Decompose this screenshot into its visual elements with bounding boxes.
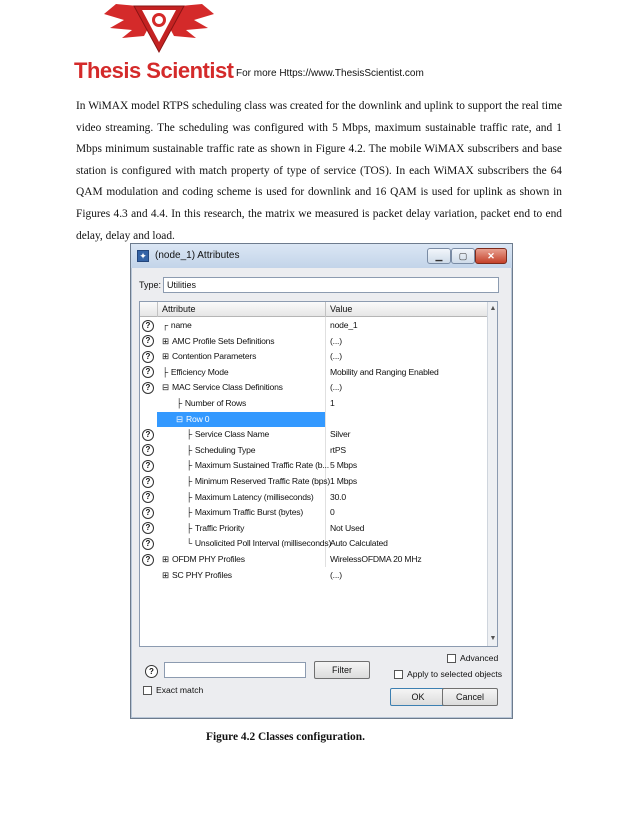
app-icon: ✦ xyxy=(137,250,149,262)
table-row[interactable] xyxy=(140,490,487,506)
attribute-name xyxy=(162,336,274,347)
help-icon[interactable]: ? xyxy=(145,665,158,678)
attribute-label: Maximum Sustained Traffic Rate (b... xyxy=(194,460,329,471)
tree-node-icon[interactable]: ├ xyxy=(186,460,192,471)
header-divider[interactable] xyxy=(325,302,326,317)
attribute-name xyxy=(186,507,303,517)
help-icon[interactable]: ? xyxy=(142,507,154,519)
help-icon[interactable]: ? xyxy=(142,429,154,441)
tree-node-icon[interactable]: ├ xyxy=(186,476,192,486)
type-field[interactable]: Utilities xyxy=(163,277,499,293)
tree-node-icon[interactable]: ├ xyxy=(186,507,192,518)
attribute-label: name xyxy=(170,320,192,330)
apply-selected-label: Apply to selected objects xyxy=(407,669,503,679)
figure-caption: Figure 4.2 Classes configuration. xyxy=(206,731,365,743)
table-row[interactable] xyxy=(140,427,487,443)
help-icon[interactable]: ? xyxy=(142,460,154,472)
attribute-label: Scheduling Type xyxy=(194,444,256,455)
tree-node-icon[interactable]: ├ xyxy=(186,444,192,455)
attribute-label: Maximum Latency (milliseconds) xyxy=(194,491,314,502)
dialog-title: (node_1) Attributes xyxy=(155,250,240,261)
attribute-label: Minimum Reserved Traffic Rate (bps) xyxy=(194,476,331,486)
table-row[interactable] xyxy=(140,552,487,568)
tree-node-icon[interactable]: ⊞ xyxy=(162,351,170,362)
help-icon[interactable]: ? xyxy=(142,382,154,394)
attribute-value[interactable]: 1 xyxy=(330,398,335,408)
tree-node-icon[interactable]: ⊞ xyxy=(162,554,170,564)
help-icon[interactable]: ? xyxy=(142,320,154,332)
close-button[interactable]: ✕ xyxy=(475,248,507,264)
help-icon[interactable]: ? xyxy=(142,366,154,378)
attribute-value[interactable]: (...) xyxy=(330,335,342,346)
column-header-value[interactable]: Value xyxy=(330,304,353,314)
attribute-value[interactable]: Silver xyxy=(330,429,351,440)
tree-node-icon[interactable]: ⊞ xyxy=(162,569,170,580)
attribute-value[interactable]: Not Used xyxy=(330,522,365,533)
attribute-label: Service Class Name xyxy=(194,429,270,440)
attribute-name xyxy=(176,414,209,425)
attribute-name xyxy=(186,445,255,455)
attribute-label: MAC Service Class Definitions xyxy=(172,382,283,393)
attribute-value[interactable]: 1 Mbps xyxy=(330,476,357,486)
table-row[interactable] xyxy=(140,521,487,537)
attribute-value[interactable]: rtPS xyxy=(330,444,346,455)
brand-name: Thesis Scientist xyxy=(74,58,234,83)
attribute-table xyxy=(139,301,498,647)
tree-node-icon[interactable]: ├ xyxy=(186,491,192,502)
table-row[interactable] xyxy=(140,458,487,474)
table-row[interactable] xyxy=(140,349,487,365)
attribute-value[interactable]: node_1 xyxy=(330,320,358,330)
attribute-name xyxy=(162,570,232,581)
attribute-name xyxy=(162,382,283,393)
attribute-name xyxy=(162,320,192,330)
ok-button[interactable]: OK xyxy=(390,688,446,706)
table-row[interactable] xyxy=(140,412,487,428)
attribute-label: Number of Rows xyxy=(184,398,247,408)
attribute-value[interactable]: 30.0 xyxy=(330,491,346,502)
attribute-label: Efficiency Mode xyxy=(170,366,229,377)
attribute-name xyxy=(186,538,331,548)
table-header xyxy=(140,302,487,317)
more-info-link[interactable]: For more Https://www.ThesisScientist.com xyxy=(236,68,424,79)
help-icon[interactable]: ? xyxy=(142,476,154,488)
vertical-scrollbar[interactable] xyxy=(487,302,498,646)
column-header-attribute[interactable]: Attribute xyxy=(162,304,196,314)
dialog-titlebar[interactable] xyxy=(131,244,512,268)
attribute-name xyxy=(186,492,314,502)
attribute-name xyxy=(186,523,244,533)
table-row[interactable] xyxy=(140,443,487,459)
apply-selected-checkbox[interactable] xyxy=(394,670,403,679)
filter-button[interactable]: Filter xyxy=(314,661,370,679)
attribute-value[interactable]: Auto Calculated xyxy=(330,538,388,549)
cancel-button[interactable]: Cancel xyxy=(442,688,498,706)
table-row[interactable] xyxy=(140,505,487,521)
attribute-value[interactable]: (...) xyxy=(330,351,342,362)
tree-node-icon[interactable]: ├ xyxy=(176,398,182,408)
attribute-value[interactable]: (...) xyxy=(330,569,342,580)
attribute-label: Unsolicited Poll Interval (milliseconds) xyxy=(194,538,332,549)
attribute-label: AMC Profile Sets Definitions xyxy=(172,335,275,346)
tree-node-icon[interactable]: ⊟ xyxy=(176,413,184,424)
type-label: Type: xyxy=(139,280,162,290)
attribute-label: Row 0 xyxy=(186,413,210,424)
help-icon[interactable]: ? xyxy=(142,554,154,566)
tree-node-icon[interactable]: ⊟ xyxy=(162,382,170,393)
attribute-value[interactable]: WirelessOFDMA 20 MHz xyxy=(330,554,422,564)
exact-match-label: Exact match xyxy=(156,685,204,695)
exact-match-checkbox[interactable] xyxy=(143,686,152,695)
table-row[interactable] xyxy=(140,380,487,396)
attribute-label: SC PHY Profiles xyxy=(172,569,232,580)
minimize-button[interactable]: ▁ xyxy=(427,248,451,264)
attribute-value[interactable]: (...) xyxy=(330,382,342,393)
advanced-checkbox[interactable] xyxy=(447,654,456,663)
advanced-label: Advanced xyxy=(460,653,499,663)
body-paragraph: In WiMAX model RTPS scheduling class was created for the downlink and uplink to support the real time video streaming. The scheduling was configured with 5 Mbps, maximum sustainable traffic rate, and 1 Mbps minimum sustainable traffic rate as shown in Figure 4.2. The mobile WiMAX subscribers and base station is configured with match property of type of service (TOS). In each WiMAX subscribers the 64 QAM modulation and coding scheme is used for downlink and 16 QAM is used for uplink as shown in Figures 4.3 and 4.4. In this research, the matrix we measured is packet delay variation, packet end to end delay, delay and load. xyxy=(76,100,562,242)
scroll-down-icon[interactable]: ▼ xyxy=(489,635,497,642)
attributes-dialog xyxy=(130,243,513,719)
attribute-name xyxy=(162,351,256,362)
maximize-button[interactable]: ▢ xyxy=(451,248,475,264)
attribute-label: Maximum Traffic Burst (bytes) xyxy=(194,507,304,518)
attribute-label: Contention Parameters xyxy=(172,351,257,362)
table-row[interactable] xyxy=(140,568,487,584)
attribute-value[interactable]: 0 xyxy=(330,507,335,518)
scroll-up-icon[interactable]: ▲ xyxy=(489,305,497,312)
tree-node-icon[interactable]: ├ xyxy=(162,366,168,377)
attribute-name xyxy=(162,554,245,565)
tree-node-icon[interactable]: └ xyxy=(186,538,192,549)
table-row[interactable] xyxy=(140,474,487,490)
table-row[interactable] xyxy=(140,334,487,350)
table-row[interactable] xyxy=(140,318,487,334)
help-icon[interactable]: ? xyxy=(142,335,154,347)
table-row[interactable] xyxy=(140,536,487,552)
attribute-value[interactable]: 5 Mbps xyxy=(330,460,357,471)
attribute-name xyxy=(186,476,330,486)
table-row[interactable] xyxy=(140,396,487,412)
attribute-value[interactable]: Mobility and Ranging Enabled xyxy=(330,366,439,377)
attribute-name xyxy=(186,460,329,470)
winged-shield-icon xyxy=(74,0,244,60)
tree-node-icon[interactable]: ├ xyxy=(186,522,192,533)
attribute-name xyxy=(186,429,269,439)
attribute-label: OFDM PHY Profiles xyxy=(172,554,245,564)
header-divider xyxy=(157,302,158,317)
help-icon[interactable]: ? xyxy=(142,522,154,534)
tree-node-icon[interactable]: ┌ xyxy=(162,320,168,330)
filter-input[interactable] xyxy=(164,662,306,678)
table-row[interactable] xyxy=(140,365,487,381)
help-icon[interactable]: ? xyxy=(142,538,154,550)
tree-node-icon[interactable]: ├ xyxy=(186,429,192,440)
help-icon[interactable]: ? xyxy=(142,351,154,363)
attribute-name xyxy=(162,367,228,377)
help-icon[interactable]: ? xyxy=(142,444,154,456)
attribute-name xyxy=(176,398,246,408)
attribute-label: Traffic Priority xyxy=(194,522,245,533)
help-icon[interactable]: ? xyxy=(142,491,154,503)
tree-node-icon[interactable]: ⊞ xyxy=(162,335,170,346)
